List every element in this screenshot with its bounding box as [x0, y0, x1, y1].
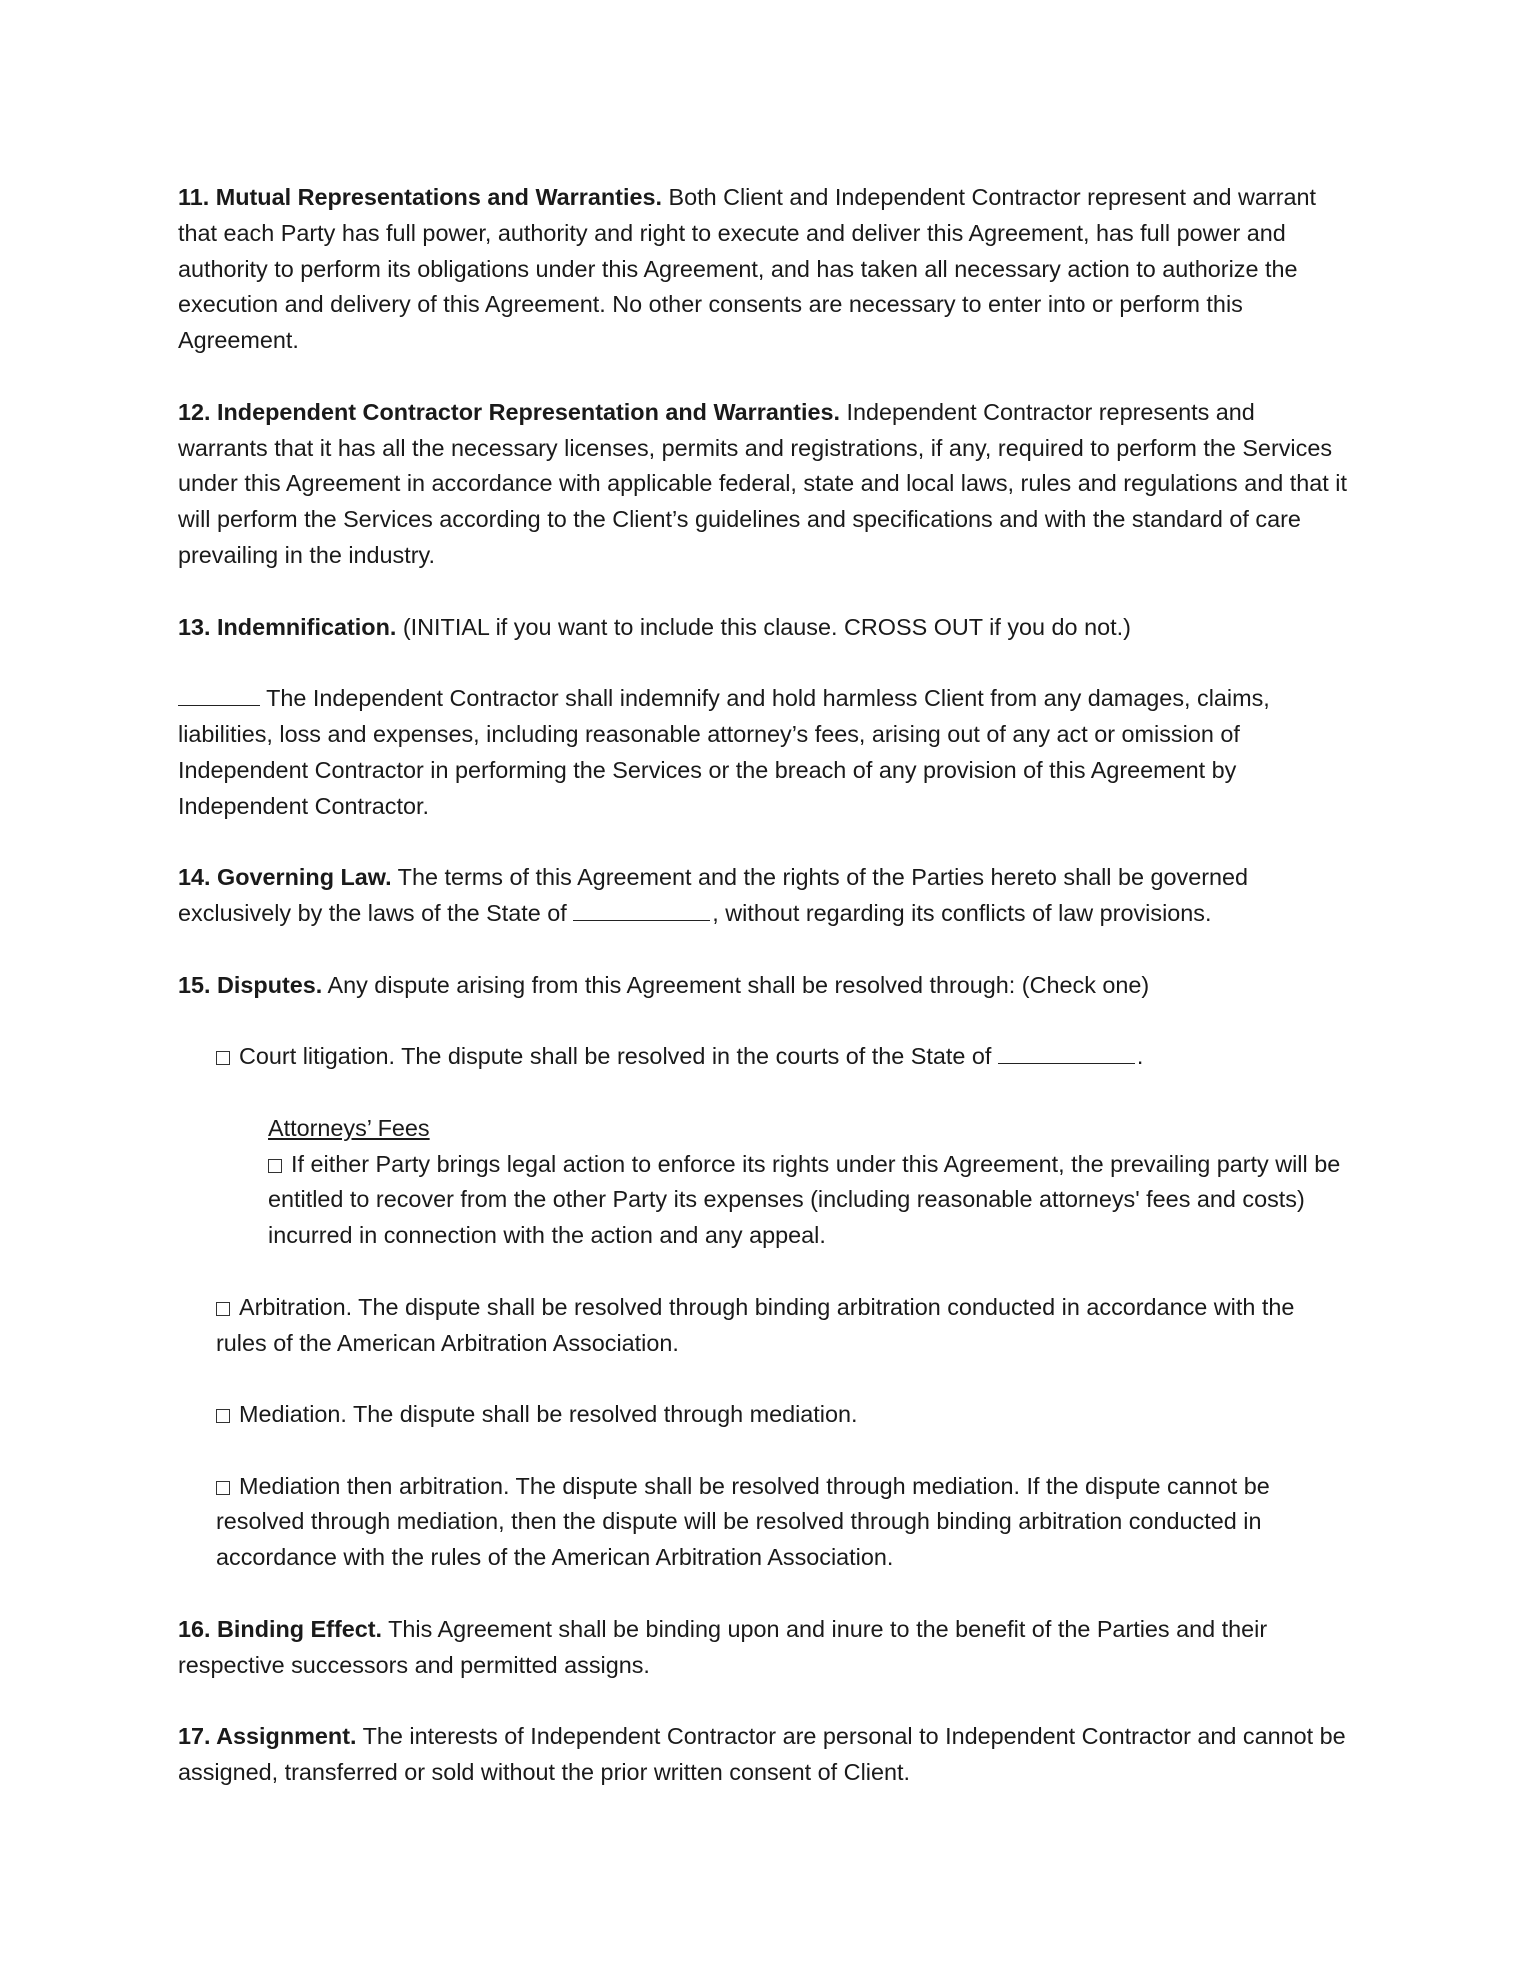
section-14-heading: 14. Governing Law. [178, 864, 392, 891]
document-page [178, 180, 1348, 1791]
court-litigation-end: . [1136, 1043, 1144, 1070]
section-12 [178, 395, 1348, 574]
section-15-body: Any dispute arising from this Agreement shall be resolved through: (Check one) [322, 971, 1150, 998]
section-14 [178, 860, 1348, 932]
option-mediation [178, 1397, 1348, 1433]
section-16-heading: 16. Binding Effect. [178, 1615, 383, 1642]
section-16-body: This Agreement shall be binding upon and inure to the benefit of the Parties and their respective successors and permitted assigns. [178, 1615, 1268, 1678]
section-11-heading: 11. Mutual Representations and Warranties. [178, 184, 662, 210]
attorneys-fees-title: Attorneys’ Fees [268, 1114, 430, 1141]
section-12-body: Independent Contractor represents and warrants that it has all the necessary licenses, permits and registrations, if any, required to perform the Services under this Agreement in accordance with applicable federal, state and local laws, rules and regulations and that it will perform the Services according to the Client’s guidelines and specifications and with the standard of care prevailing in the industry. [178, 398, 1347, 568]
option-arbitration [178, 1290, 1348, 1362]
section-11-body: Both Client and Independent Contractor represent and warrant that each Party has full power, authority and right to execute and deliver this Agreement, has full power and authority to perform its obligations under this Agreement, and has taken all necessary action to authorize the execution and delivery of this Agreement. No other consents are necessary to enter into or perform this Agreement. [178, 184, 1317, 354]
arbitration-text: Arbitration. The dispute shall be resolved through binding arbitration conducted in accordance with the rules of the American Arbitration Association. [216, 1293, 1295, 1356]
attorneys-fees-option [178, 1147, 1348, 1254]
section-16 [178, 1612, 1348, 1684]
section-13-clause [178, 681, 1348, 824]
option-court-litigation [178, 1039, 1348, 1075]
section-13-heading: 13. Indemnification. [178, 613, 397, 640]
state-blank[interactable] [573, 898, 710, 921]
section-13 [178, 610, 1348, 646]
section-15-heading: 15. Disputes. [178, 971, 323, 998]
mediation-then-arbitration-text: Mediation then arbitration. The dispute shall be resolved through mediation. If the dispute cannot be resolved through mediation, then the dispute will be resolved through binding arbitration conducted in accordance with the rules of the American Arbitration Association. [216, 1472, 1270, 1571]
section-13-clause-text: The Independent Contractor shall indemnify and hold harmless Client from any damages, claims, liabilities, loss and expenses, including reasonable attorney’s fees, arising out of any act or omission of Independent Contractor in performing the Services or the breach of any provision of this Agreement by Independent Contractor. [178, 685, 1270, 819]
court-litigation-checkbox[interactable] [216, 1051, 230, 1065]
section-17-heading: 17. Assignment. [178, 1723, 357, 1750]
section-12-heading: 12. Independent Contractor Representation and Warranties. [178, 398, 840, 425]
section-17 [178, 1719, 1348, 1791]
mediation-text: Mediation. The dispute shall be resolved through mediation. [239, 1401, 858, 1428]
attorneys-fees-text: If either Party brings legal action to enforce its rights under this Agreement, the prevailing party will be entitled to recover from the other Party its expenses (including reasonable attorneys' fees and costs) incurred in connection with the action and any appeal. [268, 1150, 1341, 1249]
court-state-blank[interactable] [998, 1041, 1135, 1064]
attorneys-fees-checkbox[interactable] [268, 1159, 282, 1173]
option-mediation-then-arbitration [178, 1469, 1348, 1576]
section-15 [178, 968, 1348, 1004]
arbitration-checkbox[interactable] [216, 1302, 230, 1316]
section-11 [178, 180, 1348, 359]
mediation-then-arbitration-checkbox[interactable] [216, 1481, 230, 1495]
section-14-body-after: , without regarding its conflicts of law provisions. [712, 899, 1212, 926]
section-13-body: (INITIAL if you want to include this clause. CROSS OUT if you do not.) [396, 613, 1131, 640]
mediation-checkbox[interactable] [216, 1409, 230, 1423]
initial-blank[interactable] [178, 683, 260, 706]
section-17-body: The interests of Independent Contractor are personal to Independent Contractor and cannot be assigned, transferred or sold without the prior written consent of Client. [178, 1723, 1346, 1786]
court-litigation-text: Court litigation. The dispute shall be resolved in the courts of the State of [239, 1043, 998, 1070]
section-14-body-before: The terms of this Agreement and the rights of the Parties hereto shall be governed exclusively by the laws of the State of [178, 864, 1249, 926]
